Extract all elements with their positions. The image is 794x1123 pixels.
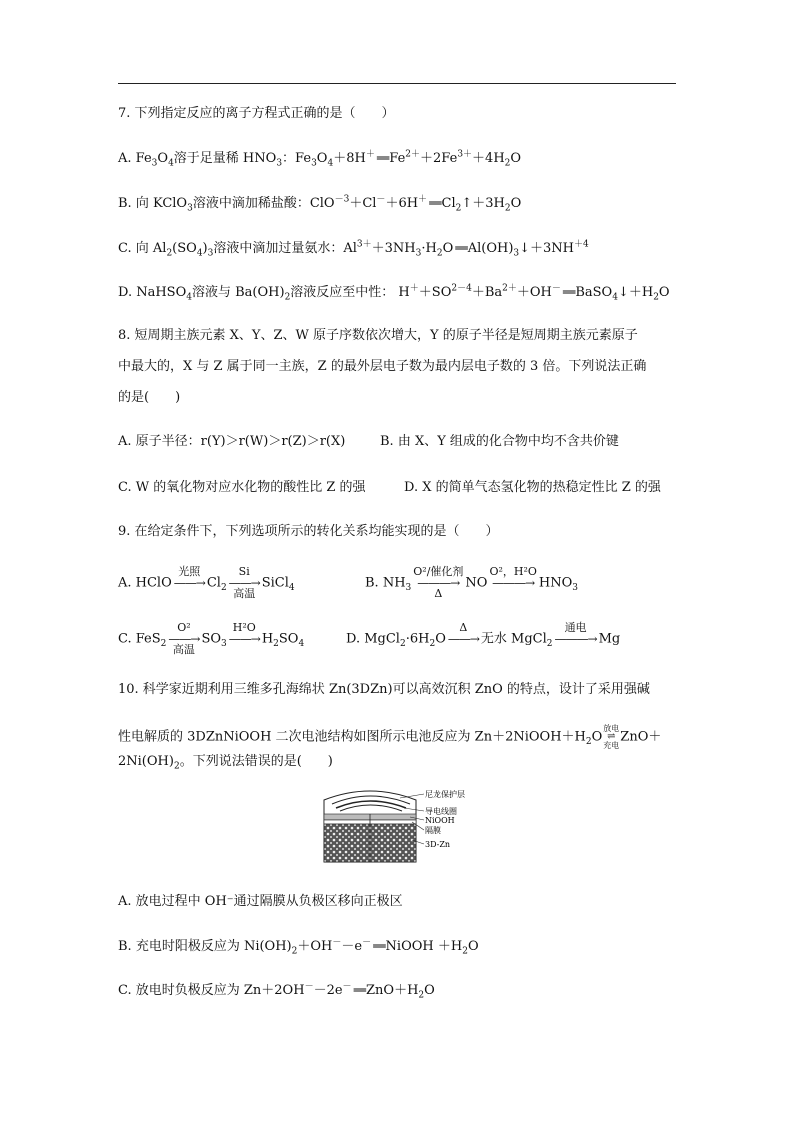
q8-option-a[interactable]: A. 原子半径：r(Y)＞r(W)＞r(Z)＞r(X) (118, 434, 346, 449)
q7-option-c[interactable]: C. 向 $Al_2(SO_4)_3$溶液中滴加过量氨水：$Al^{3+}+3NH_3\cdot H_2O$ ══ $Al(OH)_3↓+3NH^{+4}$ (118, 239, 589, 259)
fig-label-niooh: NiOOH (425, 816, 455, 825)
q9-option-a[interactable]: A. HClO 光照 ——→ $Cl_2$ Si ——→ 高温 SiCl$_4$ (118, 565, 295, 600)
fig-label-nylon: 尼龙保护层 (425, 790, 465, 799)
q7-option-b[interactable]: B. 向 KClO$_3$溶液中滴加稀盐酸：ClO$^{-3}$＋Cl－＋6H＋ ══ $Cl_2↑+3H_2O$ (118, 194, 522, 214)
q8-option-b[interactable]: B. 由 X、Y 组成的化合物中均不含共价键 (380, 434, 619, 449)
header-rule (118, 83, 676, 84)
reversible-arrow: 放电 ⇌ 充电 (603, 724, 620, 750)
q9-option-c[interactable]: C. FeS$_2$ O² ——→ 高温 $SO_3$ H²O ——→ $H_2SO_4$ (118, 621, 305, 656)
q10-option-c[interactable]: C. 放电时负极反应为 Zn＋2OH－－2e－ ══ $ZnO+H_2O$ (118, 981, 435, 1001)
q7-option-a[interactable]: A. $Fe_3O_4$溶于足量稀 $HNO_3$：$Fe_3O_4+8H^+$ ══ $Fe^{2+}+2Fe^{3+}+4H_2O$ (118, 149, 522, 169)
q10-option-a[interactable]: A. 放电过程中 OH⁻通过隔膜从负极区移向正极区 (118, 894, 403, 909)
q9-stem: 9. 在给定条件下，下列选项所示的转化关系均能实现的是（ ） (118, 524, 499, 539)
q7-option-d[interactable]: D. NaHSO$_4$溶液与 $Ba(OH)_2$溶液反应至中性： $H^++SO^{2-4}+Ba^{2+}+OH^-$ ══ $BaSO_4↓+H_2O$ (118, 283, 670, 303)
q7-stem: 7. 下列指定反应的离子方程式正确的是（ ） (118, 106, 395, 121)
q10-stem-line2: 性电解质的 3DZnNiOOH 二次电池结构如图所示电池反应为 $Zn+2NiOOH+H_2O$ 放电 ⇌ 充电 ZnO＋ (118, 724, 662, 750)
q8-option-d[interactable]: D. X 的简单气态氢化物的热稳定性比 Z 的强 (404, 480, 661, 495)
q10-option-b[interactable]: B. 充电时阳极反应为 $Ni(OH)_2+OH^--e^-$ ══ NiOOH $+H_2O$ (118, 937, 479, 957)
q8-stem-line2: 中最大的，X 与 Z 属于同一主族，Z 的最外层电子数为最内层电子数的 3 倍。下列说法正确 (118, 359, 647, 374)
q9-option-d[interactable]: D. $MgCl_2\cdot 6H_2O$ Δ ——→ 无水 MgCl$_2$ 通电 ———→ Mg (346, 621, 621, 650)
q8-stem-line1: 8. 短周期主族元素 X、Y、Z、W 原子序数依次增大，Y 的原子半径是短周期主族元素原子 (118, 328, 638, 343)
q8-option-c[interactable]: C. W 的氧化物对应水化物的酸性比 Z 的强 (118, 480, 366, 495)
fig-label-3dzn: 3D-Zn (425, 840, 451, 849)
battery-structure-figure (320, 784, 480, 864)
q10-stem-line3: $2Ni(OH)_2$。下列说法错误的是( ) (118, 754, 333, 772)
fig-label-separator: 隔膜 (425, 826, 441, 835)
q10-stem-line1: 10. 科学家近期利用三维多孔海绵状 Zn(3DZn)可以高效沉积 ZnO 的特点，设计了采用强碱 (118, 682, 650, 697)
q8-stem-line3: 的是( ) (118, 390, 181, 405)
q9-option-b[interactable]: B. $NH_3$ O²/催化剂 ———→ Δ NO O²，H²O ———→ $HNO_3$ (365, 565, 579, 600)
fig-label-coil: 导电线圈 (425, 807, 457, 816)
